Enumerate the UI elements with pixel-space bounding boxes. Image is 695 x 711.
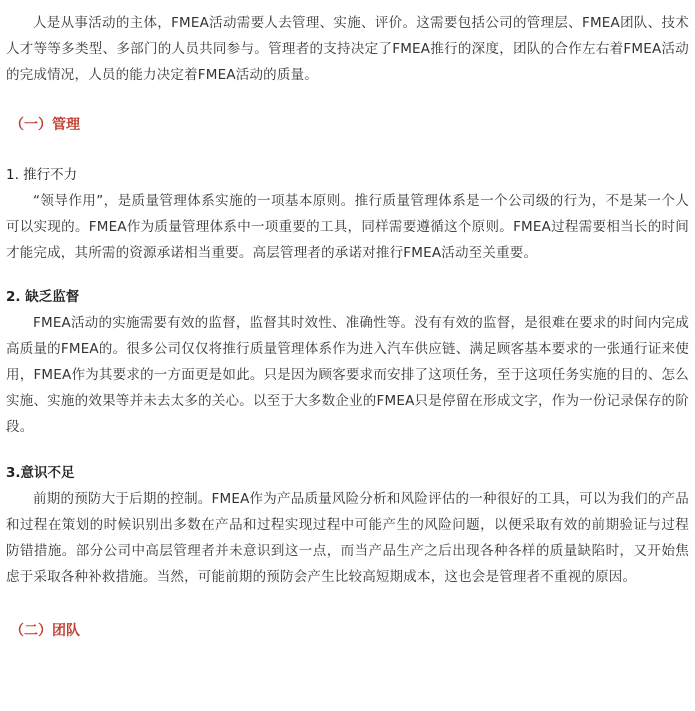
paragraph-lack-awareness: 前期的预防大于后期的控制。FMEA作为产品质量风险分析和风险评估的一种很好的工具，可以为我们的产品和过程在策划的时候识别出多数在产品和过程实现过程中可能产生的风险问题，以便采取有效的前期验证与过程防错措施。部分公司中高层管理者并未意识到这一点，而当产品生产之后出现各种各样的质量缺陷时，又开始焦虑于采取各种补救措施。当然，可能前期的预防会产生比较高短期成本，这也会是管理者不重视的原因。: [6, 491, 689, 585]
section-heading-team: （二）团队: [10, 623, 80, 639]
subheading-lack-supervision: 2. 缺乏监督: [6, 289, 80, 305]
section-heading-management: （一）管理: [10, 117, 80, 133]
paragraph-weak-promotion: “领导作用”，是质量管理体系实施的一项基本原则。推行质量管理体系是一个公司级的行为，不是某一个人可以实现的。FMEA作为质量管理体系中一项重要的工具，同样需要遵循这个原则。FMEA过程需要相当长的时间才能完成，其所需的资源承诺相当重要。高层管理者的承诺对推行FMEA活动至关重要。: [6, 193, 689, 261]
paragraph-lack-supervision: FMEA活动的实施需要有效的监督，监督其时效性、准确性等。没有有效的监督，是很难在要求的时间内完成高质量的FMEA的。很多公司仅仅将推行质量管理体系作为进入汽车供应链、满足顾客基本要求的一张通行证来使用，FMEA作为其要求的一方面更是如此。只是因为顾客要求而安排了这项任务，至于这项任务实施的目的、怎么实施、实施的效果等并未去太多的关心。以至于大多数企业的FMEA只是停留在形成文字，作为一份记录保存的阶段。: [6, 315, 689, 435]
subheading-weak-promotion: 1. 推行不力: [6, 167, 78, 183]
intro-paragraph: 人是从事活动的主体，FMEA活动需要人去管理、实施、评价。这需要包括公司的管理层、FMEA团队、技术人才等等多类型、多部门的人员共同参与。管理者的支持决定了FMEA推行的深度，团队的合作左右着FMEA活动的完成情况，人员的能力决定着FMEA活动的质量。: [6, 15, 689, 83]
subheading-lack-awareness: 3.意识不足: [6, 465, 75, 481]
